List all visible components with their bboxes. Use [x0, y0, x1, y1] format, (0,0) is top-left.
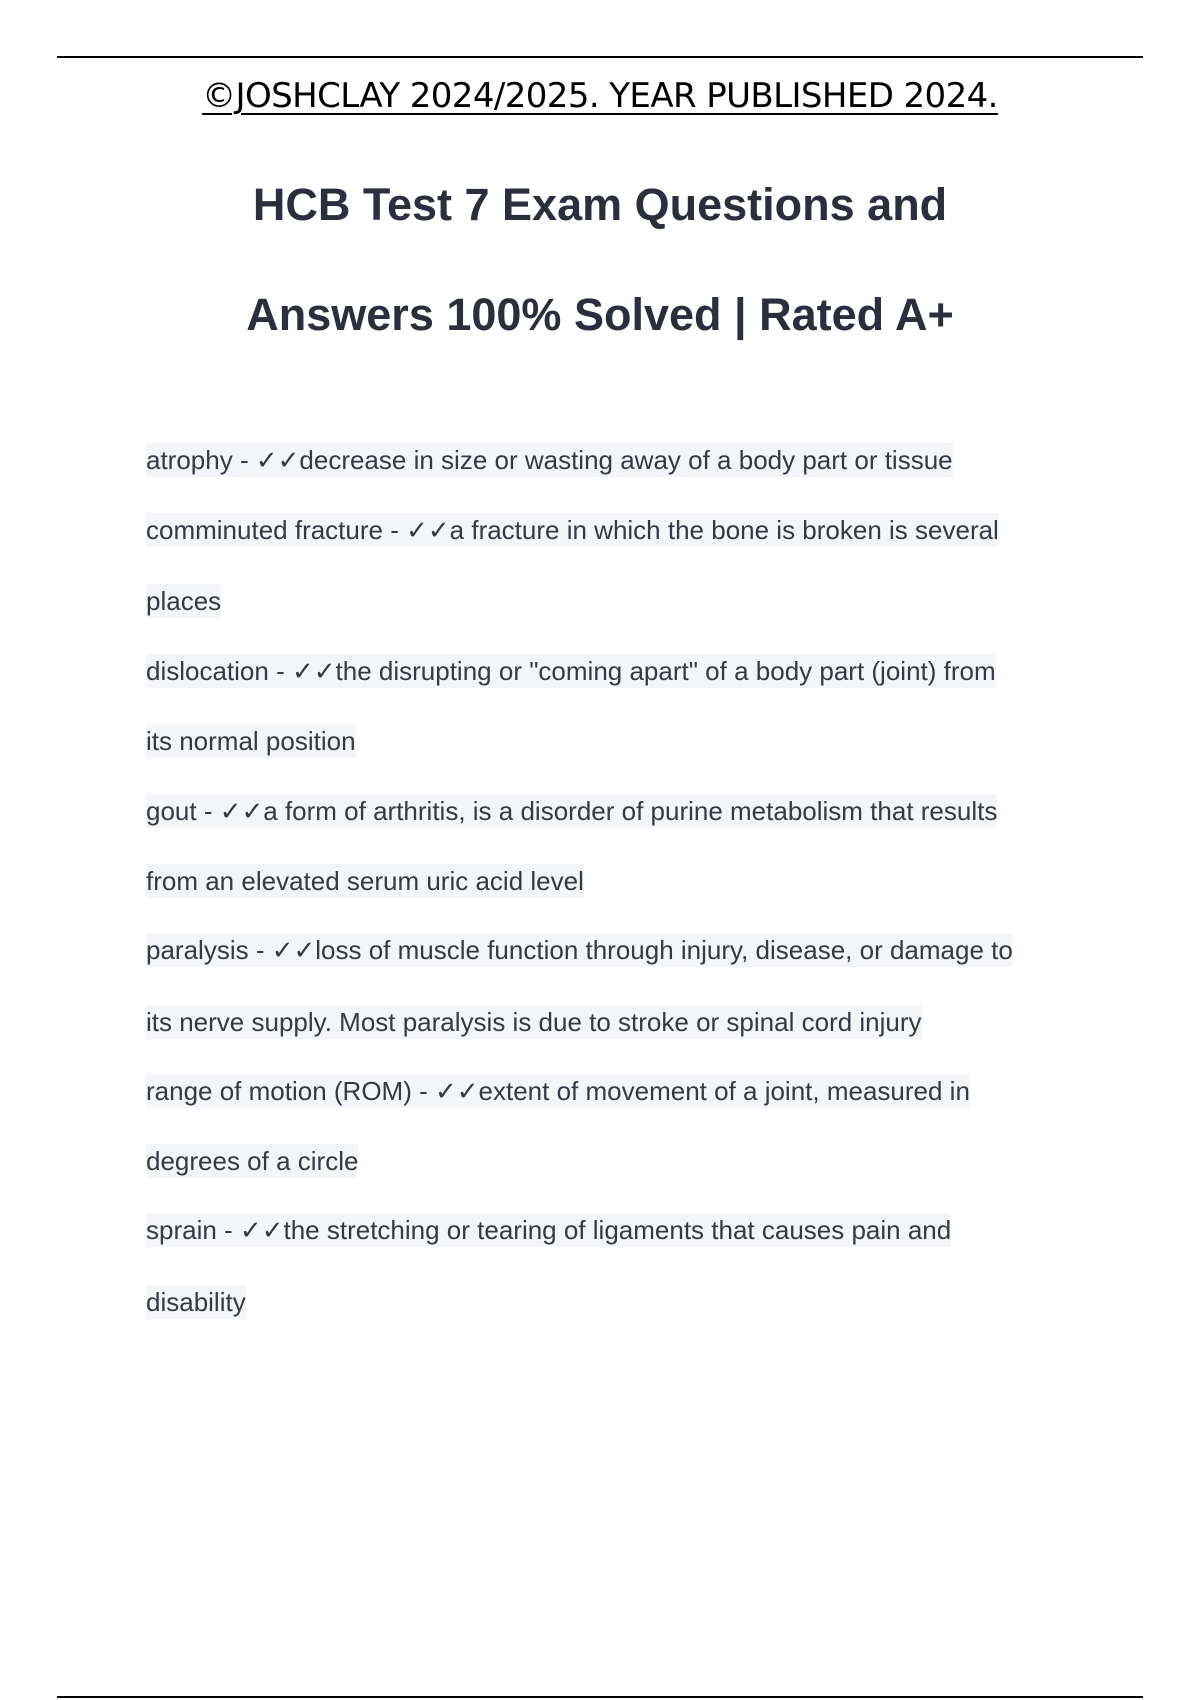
entry-line: places	[146, 586, 222, 616]
document-header	[0, 76, 1200, 116]
entry-line: dislocation - ✓✓the disrupting or "coming apart" of a body part (joint) from	[146, 656, 996, 686]
entry-line: range of motion (ROM) - ✓✓extent of movement of a joint, measured in	[146, 1076, 970, 1106]
entry-line: gout - ✓✓a form of arthritis, is a disorder of purine metabolism that results	[146, 796, 998, 826]
glossary-entry-sprain-cont	[146, 1282, 246, 1322]
copyright-notice: ©JOSHCLAY 2024/2025. YEAR PUBLISHED 2024.	[202, 76, 998, 116]
entry-line: comminuted fracture - ✓✓a fracture in which the bone is broken is several	[146, 515, 999, 545]
glossary-entry-gout-cont	[146, 861, 584, 901]
glossary-entry-atrophy	[146, 440, 953, 480]
glossary-entry-range-of-motion-cont	[146, 1141, 358, 1181]
top-rule	[57, 56, 1143, 58]
title-line-1: HCB Test 7 Exam Questions and	[252, 179, 948, 230]
entry-line: atrophy - ✓✓decrease in size or wasting away of a body part or tissue	[146, 445, 953, 475]
entry-line: sprain - ✓✓the stretching or tearing of ligaments that causes pain and	[146, 1215, 952, 1245]
entry-line: from an elevated serum uric acid level	[146, 866, 584, 896]
glossary-entry-paralysis	[146, 930, 1013, 970]
glossary-entry-sprain	[146, 1210, 951, 1250]
glossary-entry-range-of-motion	[146, 1071, 970, 1111]
document-title	[60, 150, 1140, 370]
glossary-entry-paralysis-cont	[146, 1002, 922, 1042]
glossary-entry-comminuted-fracture-cont	[146, 581, 221, 621]
entry-line: its normal position	[146, 726, 356, 756]
glossary-entry-comminuted-fracture	[146, 510, 999, 550]
entry-line: disability	[146, 1287, 246, 1317]
entry-line: degrees of a circle	[146, 1146, 359, 1176]
glossary-entry-dislocation-cont	[146, 721, 356, 761]
entry-line: its nerve supply. Most paralysis is due to stroke or spinal cord injury	[146, 1007, 922, 1037]
entry-line: paralysis - ✓✓loss of muscle function through injury, disease, or damage to	[146, 935, 1013, 965]
glossary-entry-gout	[146, 791, 997, 831]
title-line-2: Answers 100% Solved | Rated A+	[246, 289, 954, 340]
bottom-rule	[57, 1696, 1143, 1698]
glossary-entry-dislocation	[146, 651, 996, 691]
